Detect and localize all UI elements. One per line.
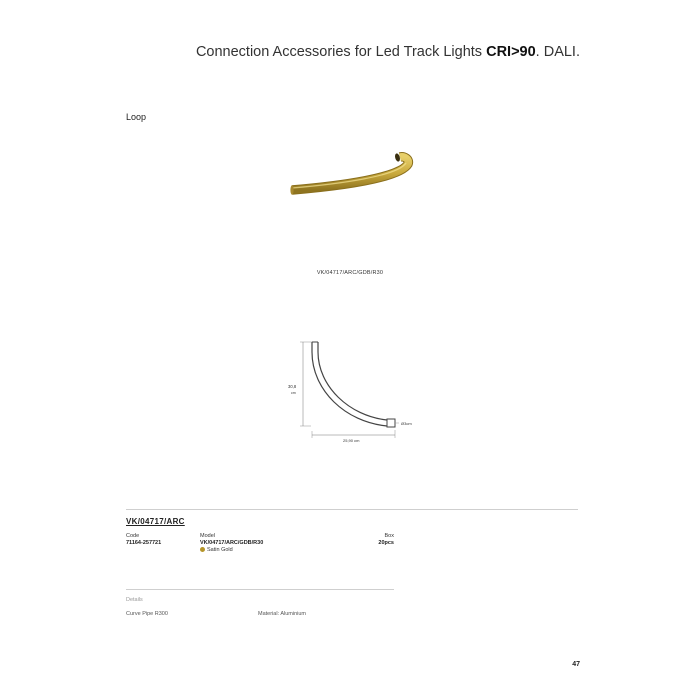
height-label: 30,8 [288, 384, 297, 389]
drawing-end-cap [387, 419, 395, 427]
technical-drawing [285, 330, 425, 445]
header-title-suffix: . DALI. [535, 44, 580, 60]
page-header-title [0, 44, 580, 60]
divider-top [126, 509, 578, 510]
pipe-end-left [290, 185, 293, 194]
page-number: 47 [572, 661, 580, 668]
details-label: Details [126, 597, 143, 603]
finish-name: Satin Gold [207, 547, 233, 553]
details-item-2: Material: Aluminium [258, 611, 306, 617]
header-title-regular: Connection Accessories for Led Track Lights [195, 44, 487, 60]
height-unit-label: cm [291, 391, 296, 395]
section-title: Loop [126, 112, 147, 122]
header-title-bold: CRI>90 [486, 44, 536, 60]
details-item-1: Curve Pipe R300 [126, 611, 168, 617]
divider-details [126, 589, 394, 590]
code-value: 71164-257721 [126, 540, 162, 546]
model-label: Model [200, 533, 215, 539]
product-model-caption: VK/04717/ARC/GDB/R30 [316, 270, 384, 276]
box-label: Box [384, 533, 394, 539]
finish-row [200, 547, 233, 554]
box-value: 20pcs [378, 540, 394, 546]
diameter-label: Ø3cm [401, 421, 412, 426]
pipe-highlight [292, 157, 408, 190]
code-label: Code [126, 533, 140, 539]
model-heading: VK/04717/ARC [126, 517, 185, 526]
product-photo [280, 140, 430, 210]
model-value: VK/04717/ARC/GDB/R30 [200, 540, 264, 546]
width-label: 25,90 cm [343, 438, 360, 443]
finish-swatch-icon [200, 547, 205, 552]
drawing-curve-outer [312, 342, 387, 426]
drawing-curve-inner [318, 342, 387, 420]
